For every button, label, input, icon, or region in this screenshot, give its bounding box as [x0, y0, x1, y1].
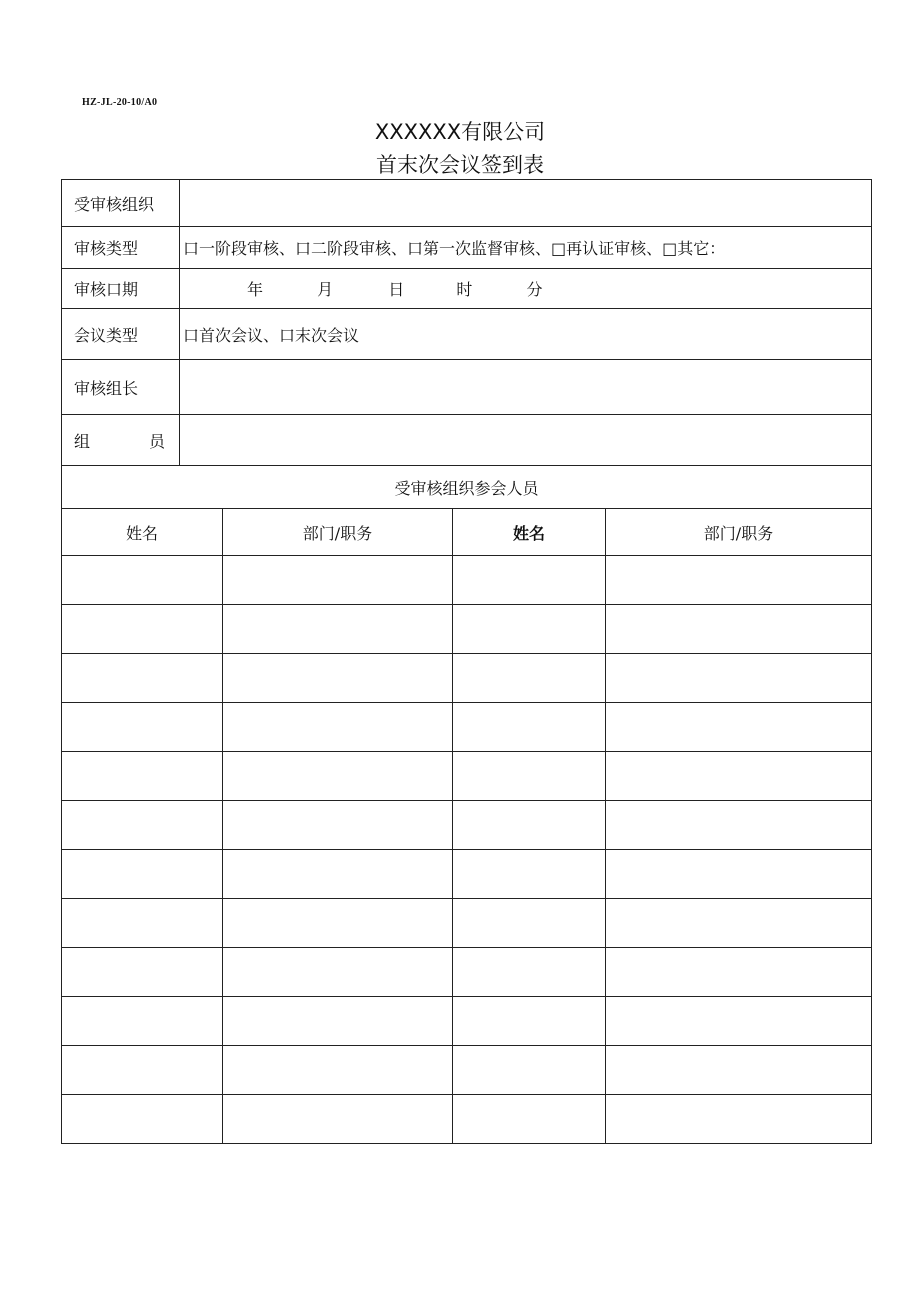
attendee-name-cell-2[interactable]: [453, 801, 606, 850]
attendee-name-cell-1[interactable]: [62, 801, 223, 850]
attendee-name-cell-2[interactable]: [453, 654, 606, 703]
attendee-row: [62, 948, 872, 997]
col-header-dept-2: 部门/职务: [606, 509, 872, 556]
attendee-name-cell-2[interactable]: [453, 899, 606, 948]
attendee-name-cell-1[interactable]: [62, 1046, 223, 1095]
minute-label: 分: [526, 280, 543, 299]
attendee-dept-cell-1[interactable]: [223, 654, 453, 703]
attendee-dept-cell-2[interactable]: [606, 850, 872, 899]
attendee-name-cell-1[interactable]: [62, 997, 223, 1046]
audit-type-options[interactable]: 口一阶段审核、口二阶段审核、口第一次监督审核、□再认证审核、□其它：: [180, 227, 872, 269]
attendee-row: [62, 1095, 872, 1144]
attendee-dept-cell-1[interactable]: [223, 899, 453, 948]
member-field[interactable]: [180, 415, 872, 466]
hour-label: 时: [456, 280, 473, 299]
attendee-rows: [62, 556, 872, 1144]
col-header-dept-1: 部门/职务: [223, 509, 453, 556]
company-name: XXXXXX有限公司: [374, 120, 546, 144]
audit-date-field[interactable]: [180, 269, 872, 309]
attendee-name-cell-2[interactable]: [453, 752, 606, 801]
audit-type-row: [62, 227, 872, 269]
attendee-dept-cell-2[interactable]: [606, 654, 872, 703]
attendee-dept-cell-1[interactable]: [223, 997, 453, 1046]
attendee-dept-cell-1[interactable]: [223, 850, 453, 899]
member-label-char-1: 组: [74, 431, 91, 451]
leader-row: [62, 360, 872, 415]
meeting-type-label: 会议类型: [62, 309, 180, 360]
attendee-dept-cell-2[interactable]: [606, 556, 872, 605]
attendee-row: [62, 556, 872, 605]
leader-label: 审核组长: [62, 360, 180, 415]
attendee-dept-cell-1[interactable]: [223, 556, 453, 605]
attendee-dept-cell-1[interactable]: [223, 948, 453, 997]
attendee-dept-cell-2[interactable]: [606, 948, 872, 997]
attendee-row: [62, 850, 872, 899]
audit-type-label: 审核类型: [62, 227, 180, 269]
attendee-dept-cell-2[interactable]: [606, 1046, 872, 1095]
attendee-name-cell-2[interactable]: [453, 1095, 606, 1144]
attendee-name-cell-2[interactable]: [453, 948, 606, 997]
month-label: 月: [317, 280, 334, 299]
leader-field[interactable]: [180, 360, 872, 415]
day-label: 日: [388, 280, 405, 299]
year-label: 年: [247, 280, 264, 299]
attendee-dept-cell-2[interactable]: [606, 899, 872, 948]
attendee-dept-cell-1[interactable]: [223, 605, 453, 654]
attendee-name-cell-2[interactable]: [453, 850, 606, 899]
meeting-type-row: [62, 309, 872, 360]
attendee-row: [62, 654, 872, 703]
attendee-dept-cell-1[interactable]: [223, 801, 453, 850]
attendee-row: [62, 997, 872, 1046]
form-title: 首末次会议签到表: [376, 153, 544, 177]
attendee-dept-cell-2[interactable]: [606, 1095, 872, 1144]
attendee-dept-cell-2[interactable]: [606, 605, 872, 654]
audit-date-label: 审核口期: [62, 269, 180, 309]
attendee-name-cell-2[interactable]: [453, 997, 606, 1046]
org-row: [62, 180, 872, 227]
attendees-header-row: [62, 509, 872, 556]
member-row: [62, 415, 872, 466]
sign-in-table: [61, 179, 872, 1144]
meeting-type-options[interactable]: 口首次会议、口末次会议: [180, 309, 872, 360]
attendee-row: [62, 801, 872, 850]
org-field[interactable]: [180, 180, 872, 227]
attendee-dept-cell-1[interactable]: [223, 703, 453, 752]
attendees-title-row: [62, 466, 872, 509]
attendee-row: [62, 752, 872, 801]
attendee-dept-cell-1[interactable]: [223, 752, 453, 801]
attendee-name-cell-1[interactable]: [62, 654, 223, 703]
attendees-title: 受审核组织参会人员: [62, 466, 872, 509]
attendee-row: [62, 703, 872, 752]
attendee-name-cell-2[interactable]: [453, 703, 606, 752]
col-header-name-2: 姓名: [453, 509, 606, 556]
col-header-name-1: 姓名: [62, 509, 223, 556]
attendee-name-cell-1[interactable]: [62, 850, 223, 899]
attendee-dept-cell-1[interactable]: [223, 1095, 453, 1144]
attendee-name-cell-1[interactable]: [62, 556, 223, 605]
attendee-dept-cell-2[interactable]: [606, 801, 872, 850]
audit-date-row: [62, 269, 872, 309]
attendee-name-cell-1[interactable]: [62, 948, 223, 997]
member-label: [62, 415, 180, 466]
attendee-row: [62, 605, 872, 654]
attendee-name-cell-1[interactable]: [62, 752, 223, 801]
attendee-name-cell-1[interactable]: [62, 605, 223, 654]
org-label: 受审核组织: [62, 180, 180, 227]
attendee-name-cell-2[interactable]: [453, 605, 606, 654]
member-label-char-2: 员: [148, 431, 165, 451]
attendee-row: [62, 1046, 872, 1095]
attendee-dept-cell-1[interactable]: [223, 1046, 453, 1095]
attendee-dept-cell-2[interactable]: [606, 703, 872, 752]
attendee-dept-cell-2[interactable]: [606, 997, 872, 1046]
attendee-row: [62, 899, 872, 948]
attendee-name-cell-1[interactable]: [62, 703, 223, 752]
attendee-dept-cell-2[interactable]: [606, 752, 872, 801]
attendee-name-cell-1[interactable]: [62, 1095, 223, 1144]
attendee-name-cell-2[interactable]: [453, 556, 606, 605]
document-code: HZ-JL-20-10/A0: [82, 97, 158, 108]
attendee-name-cell-1[interactable]: [62, 899, 223, 948]
attendee-name-cell-2[interactable]: [453, 1046, 606, 1095]
